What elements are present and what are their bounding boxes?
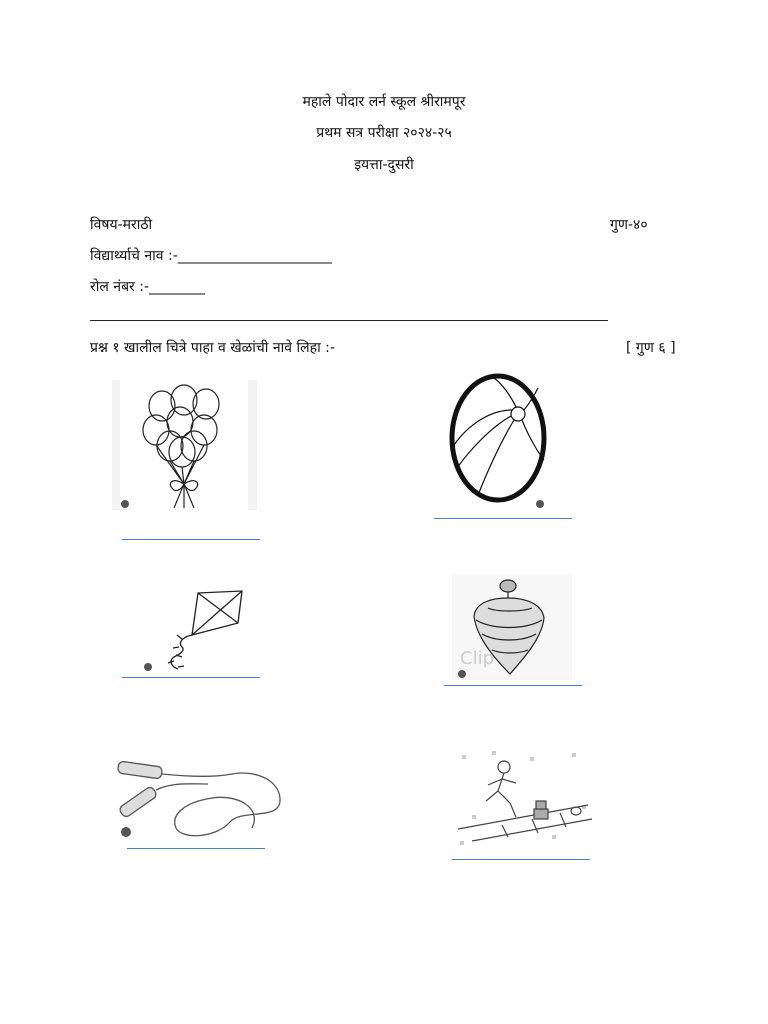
answer-line-1[interactable] bbox=[122, 539, 260, 540]
ball-icon bbox=[440, 370, 560, 510]
kite-icon bbox=[138, 585, 260, 675]
subject-label: विषय-मराठी bbox=[90, 217, 153, 233]
svg-text:Clip: Clip bbox=[460, 648, 494, 669]
answer-line-5[interactable] bbox=[127, 848, 265, 849]
hopscotch-icon bbox=[452, 745, 594, 853]
exam-title: प्रथम सत्र परीक्षा २०२४-२५ bbox=[316, 125, 452, 141]
total-marks: गुण-४० bbox=[610, 217, 648, 233]
student-name-field: विद्यार्थ्याचे नाव :-______________________ bbox=[90, 248, 332, 264]
question-text: प्रश्न १ खालील चित्रे पाहा व खेळांची नावे लिहा :- bbox=[90, 340, 335, 356]
divider bbox=[90, 320, 608, 321]
answer-line-2[interactable] bbox=[434, 518, 572, 519]
grade-label: इयत्ता-दुसरी bbox=[354, 157, 414, 173]
balloons-icon bbox=[112, 380, 257, 510]
spinning-top-icon bbox=[452, 574, 572, 680]
answer-line-3[interactable] bbox=[122, 677, 260, 678]
question-marks: [ गुण ६ ] bbox=[626, 340, 676, 356]
roll-number-field: रोल नंबर :-________ bbox=[90, 279, 206, 295]
skipping-rope-icon bbox=[112, 748, 284, 846]
answer-line-4[interactable] bbox=[444, 685, 582, 686]
answer-line-6[interactable] bbox=[452, 859, 590, 860]
school-name: महाले पोदार लर्न स्कूल श्रीरामपूर bbox=[302, 94, 466, 110]
